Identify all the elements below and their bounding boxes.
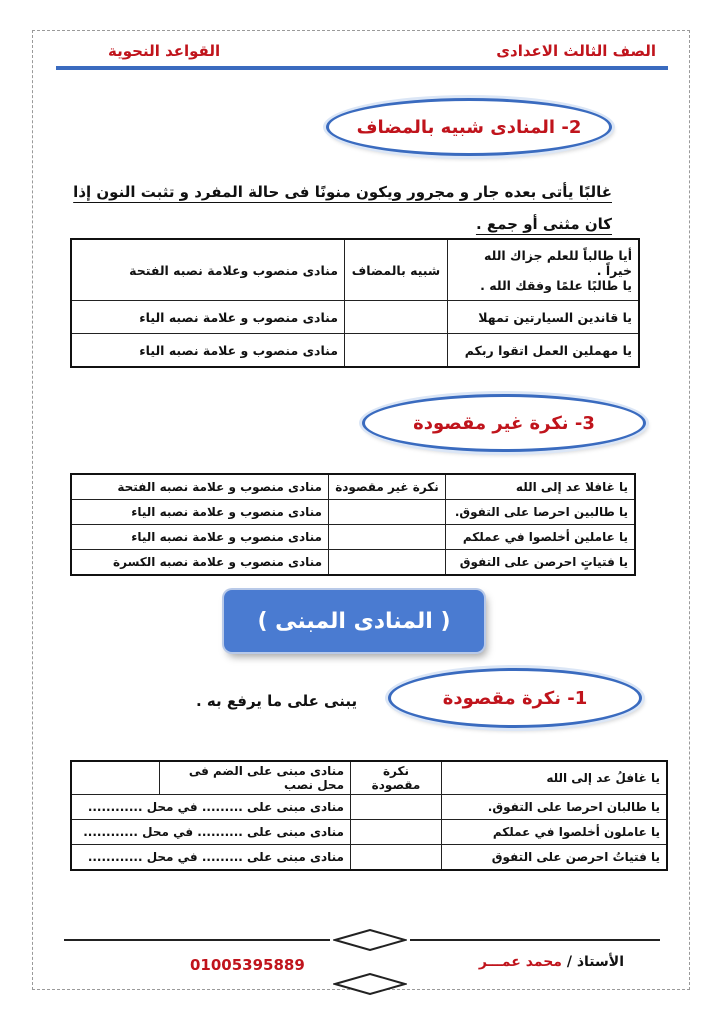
type-cell (351, 820, 442, 845)
teacher-name: محمد عمـــر (478, 954, 562, 970)
type-cell (351, 845, 442, 871)
type-cell (351, 795, 442, 820)
ruling-cell: منادى منصوب و علامة نصبه الكسرة (71, 550, 329, 576)
example-line: أيا طالباً للعلم جزاك الله خيراً . (484, 247, 632, 278)
ruling-cell: منادى منصوب و علامة نصبه الياء (71, 525, 329, 550)
section2-table (70, 238, 640, 368)
table-row (71, 474, 635, 500)
type-cell (329, 500, 446, 525)
type-cell: شبيه بالمضاف (345, 239, 448, 301)
table-row (71, 334, 639, 368)
table-row (71, 525, 635, 550)
section-built-title-oval (388, 668, 642, 728)
footer-diamond-icon (333, 929, 407, 951)
ruling-cell: منادى منصوب و علامة نصبه الياء (71, 301, 345, 334)
example-cell: يا فتياتٍ احرصن على التفوق (446, 550, 636, 576)
section2-title: 2- المنادى شبيه بالمضاف (356, 116, 582, 138)
section2-description-line1: غالبًا يأتى بعده جار و مجرور ويكون منونًا فى حالة المفرد و تثبت النون إذا (73, 183, 612, 201)
type-cell (329, 550, 446, 576)
ruling-cell: منادى منصوب و علامة نصبه الياء (71, 500, 329, 525)
example-cell: يا مهملين العمل اتقوا ربكم (448, 334, 640, 368)
example-cell: يا طالبان احرصا على التفوق. (442, 795, 668, 820)
footer-teacher (479, 954, 624, 970)
example-cell: يا طالبين احرصا على التفوق. (446, 500, 636, 525)
subject-label: القواعد النحوية (108, 42, 221, 60)
table-row (71, 820, 667, 845)
type-cell (329, 525, 446, 550)
section2-description-line2: كان مثنى أو جمع . (475, 215, 612, 233)
answer-blank-cell: منادى مبنى على ......... في محل ............ (71, 795, 351, 820)
section2-title-oval (326, 98, 612, 156)
section-built-rule: يبنى على ما يرفع به . (196, 692, 358, 710)
type-cell (345, 301, 448, 334)
example-cell: يا قاندين السيارتين تمهلا (448, 301, 640, 334)
table-row (71, 500, 635, 525)
footer-diamond-icon (333, 973, 407, 995)
teacher-label: الأستاذ / (566, 954, 624, 970)
section3-title: 3- نكرة غير مقصودة (413, 412, 595, 434)
ruling-cell: منادى منصوب و علامة نصبه الياء (71, 334, 345, 368)
example-cell: يا فتياتُ احرصن على التفوق (442, 845, 668, 871)
header-divider (56, 66, 668, 70)
ruling-cell: منادى منصوب وعلامة نصبه الفتحة (71, 239, 345, 301)
table-row (71, 239, 639, 301)
ruling-cell: منادى مبنى على الضم فى محل نصب (160, 761, 351, 795)
banner-title: ( المنادى المبنى ) (257, 608, 451, 634)
footer-phone: 01005395889 (190, 956, 305, 974)
section-built-table (70, 760, 668, 871)
built-vocative-banner (224, 590, 484, 652)
table-row (71, 761, 667, 795)
example-cell: يا عاملون أخلصوا في عملكم (442, 820, 668, 845)
type-cell: نكرة مقصودة (351, 761, 442, 795)
section-built-title: 1- نكرة مقصودة (442, 687, 588, 709)
example-cell: يا غافلُ عد إلى الله (442, 761, 668, 795)
example-line: يا طالبًا علمًا وفقك الله . (480, 277, 632, 293)
section2-description (72, 176, 612, 240)
type-cell (345, 334, 448, 368)
grade-label: الصف الثالث الاعدادى (496, 42, 656, 60)
answer-blank-cell: منادى مبنى على .......... في محل ............ (71, 820, 351, 845)
ruling-cell: منادى منصوب و علامة نصبه الفتحة (71, 474, 329, 500)
footer-rule-right (410, 939, 660, 941)
example-cell (448, 239, 640, 301)
table-row (71, 795, 667, 820)
footer-rule-left (64, 939, 330, 941)
example-cell: يا عاملين أخلصوا في عملكم (446, 525, 636, 550)
example-cell: يا غافلا عد إلى الله (446, 474, 636, 500)
answer-blank-cell: منادى مبنى على ......... في محل ............ (71, 845, 351, 871)
section3-table (70, 473, 636, 576)
table-row (71, 301, 639, 334)
table-row (71, 845, 667, 871)
extra-cell (71, 761, 160, 795)
type-cell: نكرة غير مقصودة (329, 474, 446, 500)
section3-title-oval (362, 394, 646, 452)
table-row (71, 550, 635, 576)
